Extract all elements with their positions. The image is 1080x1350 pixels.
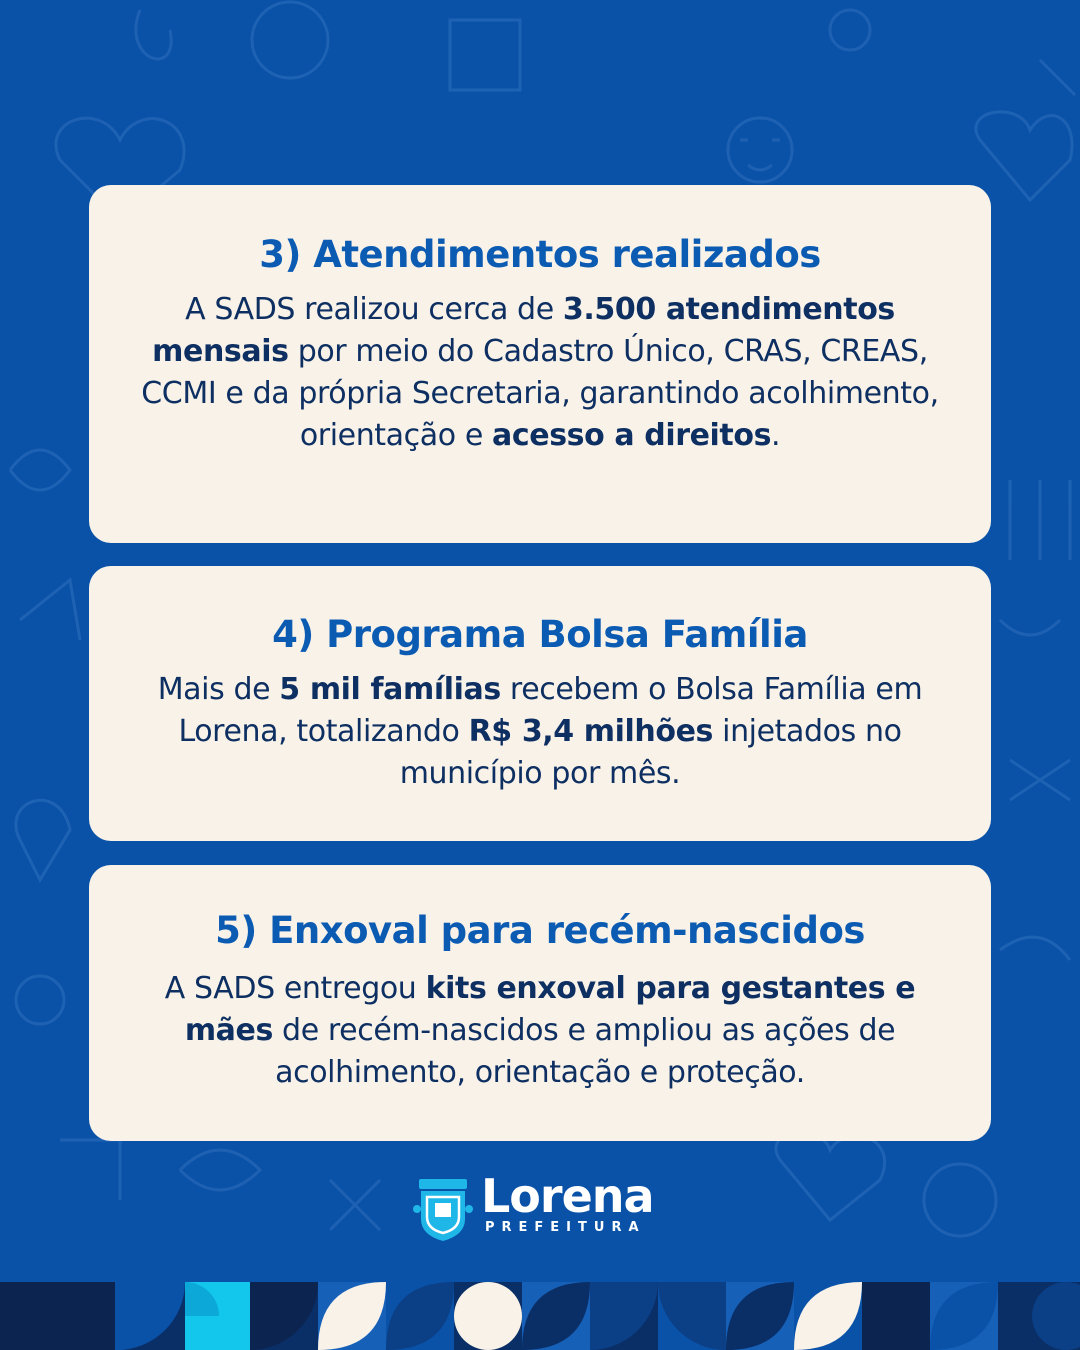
card-title: 4) Programa Bolsa Família	[272, 613, 808, 656]
card-body	[89, 669, 991, 795]
text-segment: .	[771, 418, 781, 453]
card-enxoval	[89, 865, 991, 1141]
card-title: 5) Enxoval para recém-nascidos	[215, 909, 865, 952]
text-segment-bold: R$ 3,4 milhões	[468, 714, 713, 749]
text-segment: injetados no município por mês.	[399, 714, 902, 791]
text-segment: de recém-nascidos e ampliou as ações de acolhimento, orientação e proteção.	[272, 1013, 896, 1090]
text-segment: A SADS realizou cerca de	[185, 292, 563, 327]
text-segment: recebem o Bolsa Família em Lorena, totalizando	[178, 672, 923, 749]
text-segment: Mais de	[157, 672, 280, 707]
text-segment-bold: kits enxoval para gestantes e mães	[184, 971, 916, 1048]
card-body	[89, 289, 991, 457]
text-segment: por meio do Cadastro Único, CRAS, CREAS, CCMI e da própria Secretaria, garantindo acolhimento, orientação e	[141, 334, 939, 453]
card-title: 3) Atendimentos realizados	[259, 233, 821, 276]
text-segment: A SADS entregou	[164, 971, 426, 1006]
text-segment-bold: 3.500 atendimentos mensais	[152, 292, 895, 369]
text-segment-bold: 5 mil famílias	[279, 672, 501, 707]
prefeitura-logo	[413, 1169, 673, 1245]
card-body	[89, 968, 991, 1094]
logo-name: Lorena	[481, 1169, 654, 1223]
decorative-bottom-band	[0, 1282, 1080, 1350]
coat-of-arms-icon	[413, 1175, 473, 1243]
text-segment-bold: acesso a direitos	[492, 418, 772, 453]
card-bolsa-familia	[89, 566, 991, 841]
logo-subtitle: PREFEITURA	[485, 1220, 646, 1235]
card-atendimentos	[89, 185, 991, 543]
